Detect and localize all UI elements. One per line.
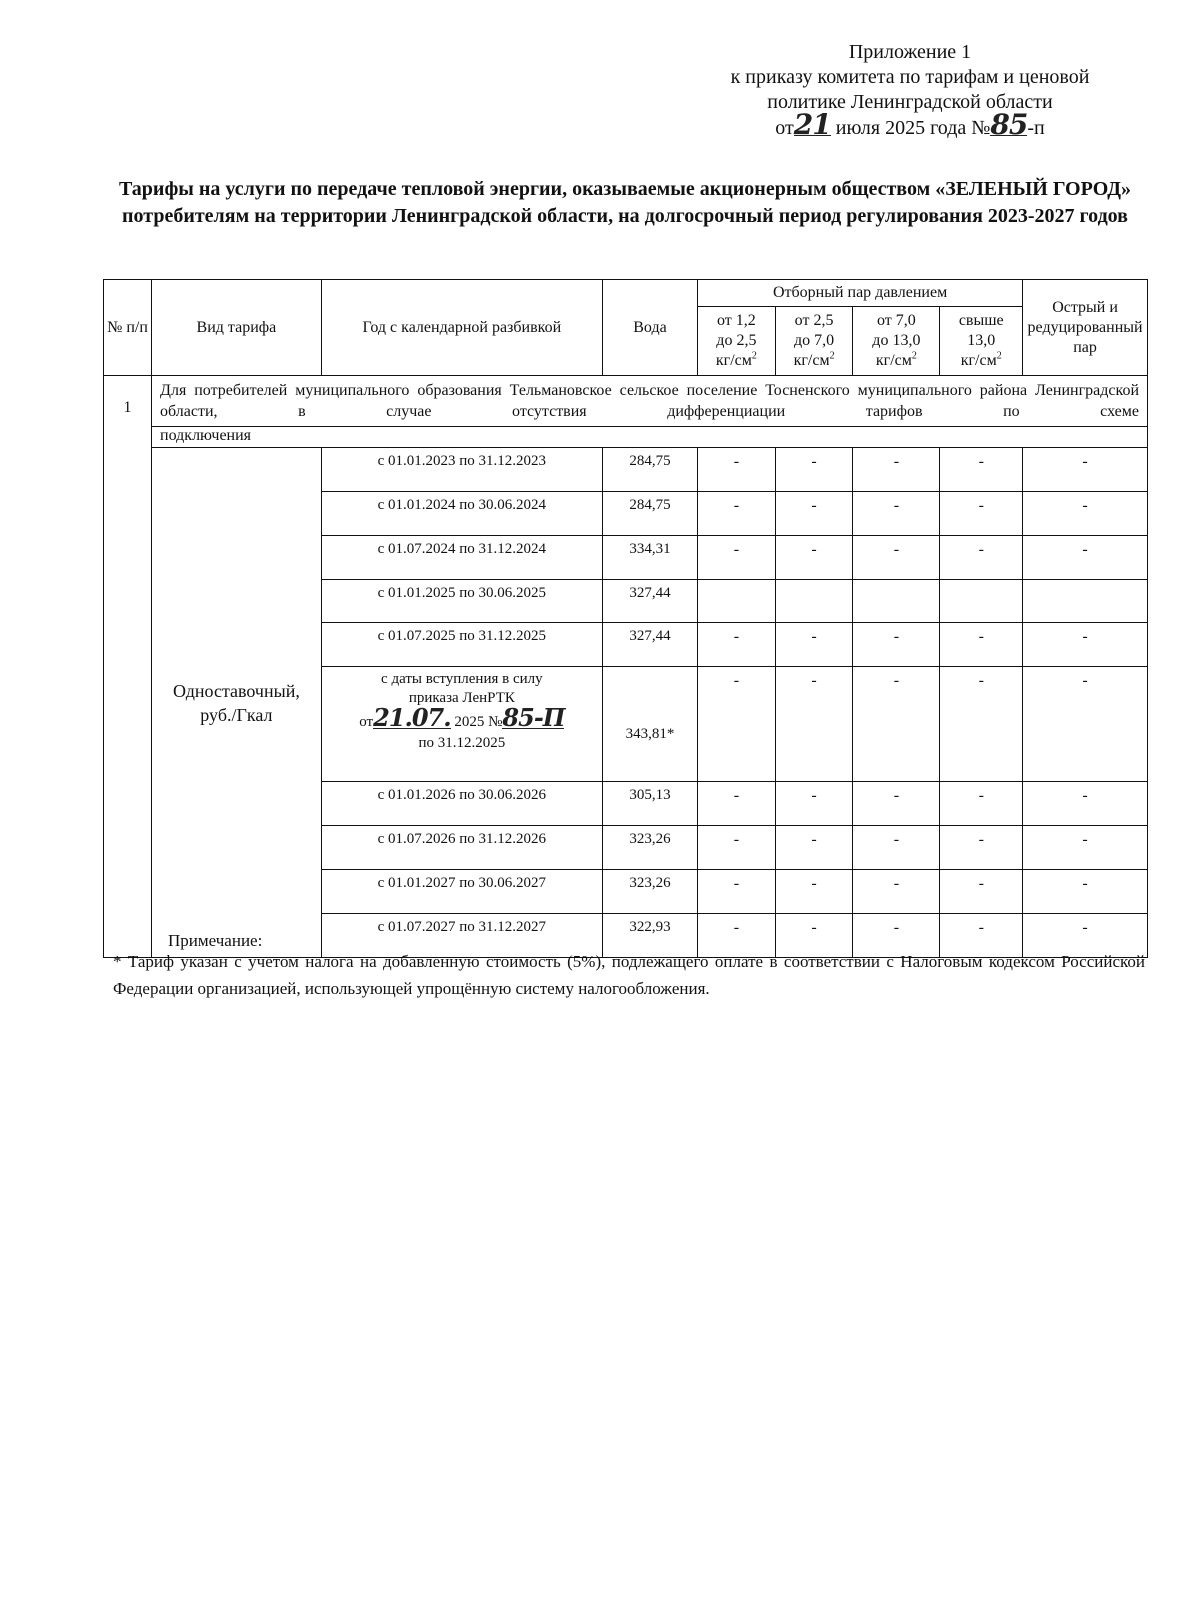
water-value: 322,93 <box>602 914 697 958</box>
special-date-line: от21.07. 2025 №85-П <box>359 703 565 732</box>
dash-cell: - <box>853 492 940 536</box>
empty-cell <box>698 580 776 623</box>
dash-cell: - <box>940 782 1023 826</box>
dash-cell: - <box>775 914 853 958</box>
dash-cell: - <box>940 826 1023 870</box>
empty-cell <box>853 580 940 623</box>
water-value: 284,75 <box>602 448 697 492</box>
header-steam-col: свыше 13,0 $кг/см^2$ <box>940 307 1023 376</box>
dash-cell: - <box>1023 623 1148 667</box>
dash-cell: - <box>775 826 853 870</box>
period-cell: с 01.07.2024 по 31.12.2024 <box>321 536 602 580</box>
appendix-line: политике Ленинградской области <box>767 91 1053 113</box>
header-water: Вода <box>602 280 697 376</box>
empty-cell <box>1023 580 1148 623</box>
dash-cell: - <box>1023 536 1148 580</box>
dash-cell: - <box>775 536 853 580</box>
water-value: 284,75 <box>602 492 697 536</box>
handwritten-day: 21 <box>793 108 831 141</box>
document-title: Тарифы на услуги по передаче тепловой энергии, оказываемые акционерным обществом «ЗЕЛЕНЫЙ ГОРОД» потребителям на территории Ленинградской области, на долгосрочный период регулирования 2023-2027 годов <box>118 178 1132 227</box>
dash-cell: - <box>1023 826 1148 870</box>
number-suffix: -п <box>1027 117 1045 139</box>
date-middle: июля 2025 года № <box>835 117 991 139</box>
dash-cell: - <box>1023 914 1148 958</box>
dash-cell: - <box>940 623 1023 667</box>
dash-cell: - <box>698 782 776 826</box>
dash-cell: - <box>775 667 853 782</box>
date-prefix: от <box>775 117 794 139</box>
dash-cell: - <box>1023 492 1148 536</box>
special-line: с даты вступления в силу <box>381 671 543 687</box>
header-steam-group: Отборный пар давлением <box>698 280 1023 307</box>
appendix-line: к приказу комитета по тарифам и ценовой <box>730 66 1090 88</box>
empty-cell <box>940 580 1023 623</box>
dash-cell: - <box>940 492 1023 536</box>
dash-cell: - <box>698 826 776 870</box>
note-text: * Тариф указан с учетом налога на добавленную стоимость (5%), подлежащего оплате в соответствии с Налоговым кодексом Российской Федерации организацией, использующей упрощённую систему налогообложения. <box>113 952 1145 998</box>
dash-cell: - <box>698 623 776 667</box>
dash-cell: - <box>940 536 1023 580</box>
period-cell: с 01.07.2025 по 31.12.2025 <box>321 623 602 667</box>
appendix-title: Приложение 1 <box>848 41 972 63</box>
water-value: 343,81* <box>602 667 697 782</box>
header-num: № п/п <box>104 280 152 376</box>
dash-cell: - <box>853 623 940 667</box>
handwritten-date: 21.07. <box>373 703 451 732</box>
header-steam-col: от 2,5 до 7,0 $кг/см^2$ <box>775 307 853 376</box>
dash-cell: - <box>853 870 940 914</box>
water-value: 327,44 <box>602 580 697 623</box>
header-steam-col: от 7,0 до 13,0 $кг/см^2$ <box>853 307 940 376</box>
dash-cell: - <box>853 536 940 580</box>
special-line: по 31.12.2025 <box>418 735 506 751</box>
handwritten-order-number: 85 <box>990 108 1028 141</box>
period-cell: с 01.07.2026 по 31.12.2026 <box>321 826 602 870</box>
appendix-date-line <box>690 108 1130 141</box>
special-line: приказа ЛенРТК <box>408 690 515 706</box>
dash-cell: - <box>940 448 1023 492</box>
header-steam-col: от 1,2 до 2,5 $кг/см^2$ <box>698 307 776 376</box>
dash-cell: - <box>698 448 776 492</box>
water-value: 323,26 <box>602 826 697 870</box>
dash-cell: - <box>1023 448 1148 492</box>
water-value: 327,44 <box>602 623 697 667</box>
dash-cell: - <box>853 826 940 870</box>
header-kind: Вид тарифа <box>152 280 322 376</box>
header-sharp-steam: Острый и редуцированный пар <box>1023 280 1148 376</box>
period-cell: с 01.01.2027 по 30.06.2027 <box>321 870 602 914</box>
note-label: Примечание: <box>168 931 263 950</box>
period-cell: с 01.07.2027 по 31.12.2027 <box>321 914 602 958</box>
water-value: 305,13 <box>602 782 697 826</box>
tariff-kind: Одноставочный, руб./Гкал <box>152 448 322 958</box>
dash-cell: - <box>940 667 1023 782</box>
period-cell: с 01.01.2025 по 30.06.2025 <box>321 580 602 623</box>
row-number: 1 <box>104 376 152 958</box>
period-cell: с 01.01.2024 по 30.06.2024 <box>321 492 602 536</box>
dash-cell: - <box>940 870 1023 914</box>
dash-cell: - <box>853 782 940 826</box>
header-year: Год с календарной разбивкой <box>321 280 602 376</box>
dash-cell: - <box>853 667 940 782</box>
dash-cell: - <box>698 914 776 958</box>
water-value: 334,31 <box>602 536 697 580</box>
dash-cell: - <box>775 782 853 826</box>
handwritten-number: 85-П <box>502 703 565 732</box>
dash-cell: - <box>698 492 776 536</box>
dash-cell: - <box>1023 782 1148 826</box>
dash-cell: - <box>698 667 776 782</box>
dash-cell: - <box>775 623 853 667</box>
empty-cell <box>775 580 853 623</box>
period-cell-special <box>321 667 602 782</box>
consumer-description: Для потребителей муниципального образования Тельмановское сельское поселение Тосненского муниципального района Ленинградской области, в случае отсутствия дифференциации тарифов по схеме <box>152 376 1148 427</box>
dash-cell: - <box>775 492 853 536</box>
appendix-header <box>690 40 1130 141</box>
dash-cell: - <box>853 914 940 958</box>
water-value: 323,26 <box>602 870 697 914</box>
dash-cell: - <box>775 870 853 914</box>
tariff-table <box>103 279 1148 958</box>
dash-cell: - <box>1023 667 1148 782</box>
consumer-description-end: подключения <box>152 427 1148 448</box>
dash-cell: - <box>1023 870 1148 914</box>
period-cell: с 01.01.2026 по 30.06.2026 <box>321 782 602 826</box>
dash-cell: - <box>775 448 853 492</box>
dash-cell: - <box>698 536 776 580</box>
dash-cell: - <box>853 448 940 492</box>
period-cell: с 01.01.2023 по 31.12.2023 <box>321 448 602 492</box>
dash-cell: - <box>698 870 776 914</box>
dash-cell: - <box>940 914 1023 958</box>
